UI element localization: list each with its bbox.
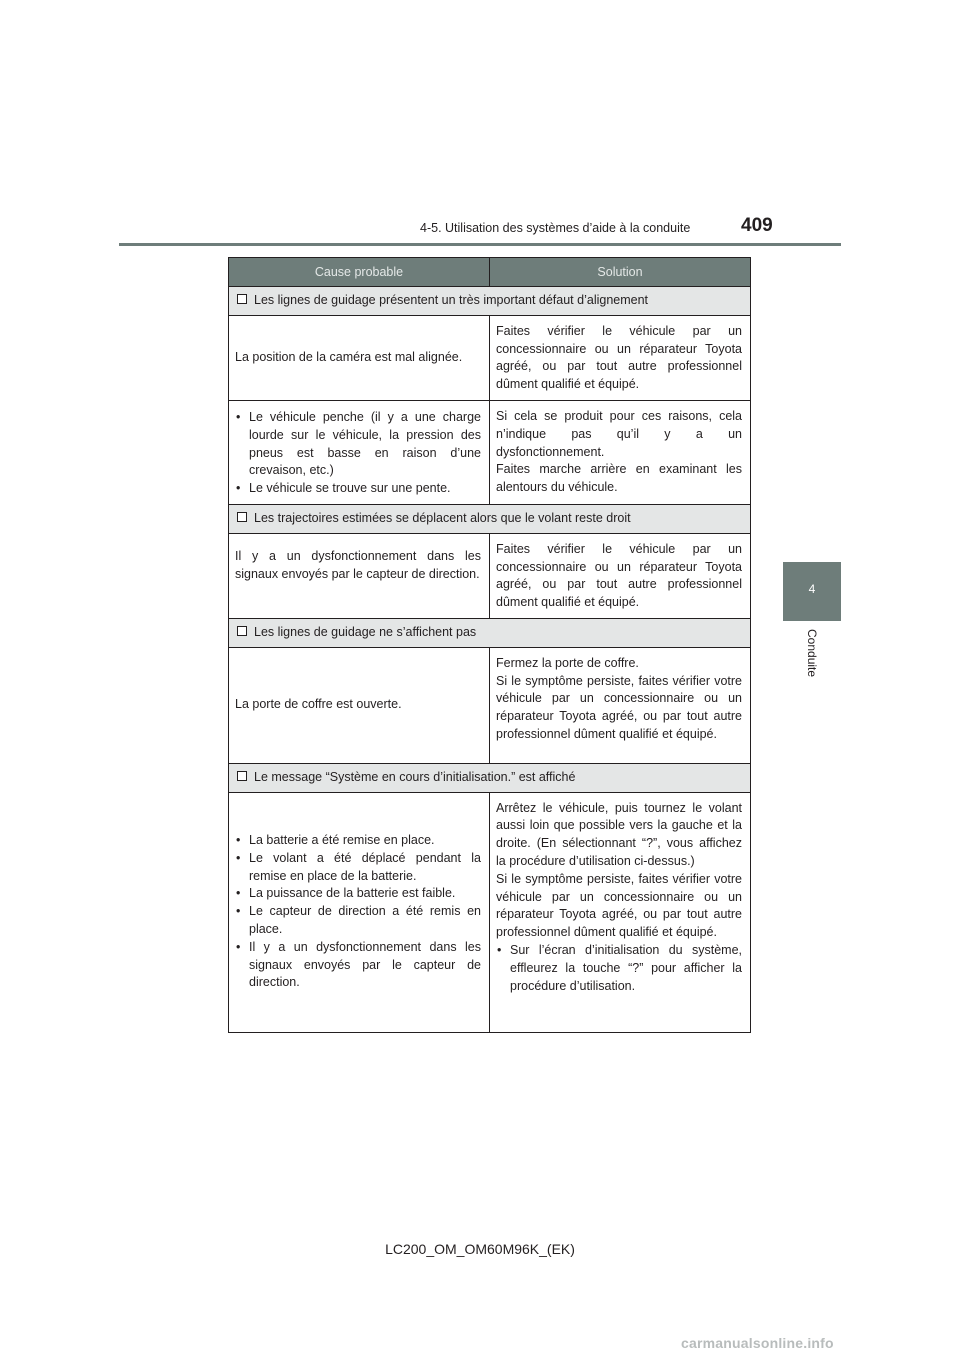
chapter-tab-number: 4 [808,582,816,596]
table-row [229,647,751,763]
solution-cell: Arrêtez le véhicule, puis tournez le volant aussi loin que possible vers la gauche et la droite. (En sélectionnant “?”, vous affichez la procédure d’utilisation ci-dessus.) Si le symptôme persiste, faites vérifier votre véhicule par un concessionnaire ou un réparateur Toyota agréé, ou par tout autre professionnel dûment qualifié et équipé. • Sur l’écran d’initialisation du système, effleurez la touche “?” pour afficher la procédure d’utilisation. [490,792,751,1032]
list-item: • Le capteur de direction a été remis en place. [235,903,481,939]
cause-cell: Il y a un dysfonctionnement dans les signaux envoyés par le capteur de direction. [229,533,490,618]
solution-cell: Si cela se produit pour ces raisons, cela n’indique pas qu’il y a un dysfonctionnement. Faites marche arrière en examinant les alentours du véhicule. [490,400,751,504]
group-heading-row [229,618,751,647]
group-heading: Le message “Système en cours d’initialisation.” est affiché [229,763,751,792]
checkbox-square-icon [237,771,247,781]
footer-document-code: LC200_OM_OM60M96K_(EK) [385,1241,575,1257]
table-row [229,533,751,618]
checkbox-square-icon [237,294,247,304]
list-item: • Le volant a été déplacé pendant la remise en place de la batterie. [235,850,481,886]
group-heading-row [229,287,751,316]
chapter-tab-label: Conduite [805,629,819,678]
header-solution: Solution [490,258,751,287]
solution-cell: Faites vérifier le véhicule par un concessionnaire ou un réparateur Toyota agréé, ou par tout autre professionnel dûment qualifié et équipé. [490,533,751,618]
header-rule [119,243,841,246]
table-row [229,792,751,1032]
group-heading: Les lignes de guidage présentent un très important défaut d’alignement [229,287,751,316]
watermark: carmanualsonline.info [681,1335,834,1351]
solution-cell: Faites vérifier le véhicule par un concessionnaire ou un réparateur Toyota agréé, ou par tout autre professionnel dûment qualifié et équipé. [490,315,751,400]
list-item: • Il y a un dysfonctionnement dans les signaux envoyés par le capteur de direction. [235,939,481,992]
troubleshooting-table [228,257,751,1033]
list-item: • Sur l’écran d’initialisation du système, effleurez la touche “?” pour afficher la procédure d’utilisation. [496,942,742,995]
list-item: • La batterie a été remise en place. [235,832,481,850]
checkbox-square-icon [237,626,247,636]
cause-cell [229,400,490,504]
checkbox-square-icon [237,512,247,522]
list-item: • Le véhicule penche (il y a une charge lourde sur le véhicule, la pression des pneus est basse en raison d’une crevaison, etc.) [235,409,481,480]
list-item: • Le véhicule se trouve sur une pente. [235,480,481,498]
cause-cell [229,792,490,1032]
group-heading-row [229,763,751,792]
page-number: 409 [741,215,773,236]
table-header-row [229,258,751,287]
table-row [229,315,751,400]
cause-cell: La porte de coffre est ouverte. [229,647,490,763]
running-header-section: 4-5. Utilisation des systèmes d’aide à la conduite [420,221,691,235]
header-cause: Cause probable [229,258,490,287]
table-row [229,400,751,504]
solution-cell: Fermez la porte de coffre. Si le symptôme persiste, faites vérifier votre véhicule par un concessionnaire ou un réparateur Toyota agréé, ou par tout autre professionnel dûment qualifié et équipé. [490,647,751,763]
cause-cell: La position de la caméra est mal alignée. [229,315,490,400]
list-item: • La puissance de la batterie est faible. [235,885,481,903]
group-heading: Les trajectoires estimées se déplacent alors que le volant reste droit [229,504,751,533]
chapter-tab [783,562,841,621]
group-heading: Les lignes de guidage ne s’affichent pas [229,618,751,647]
group-heading-row [229,504,751,533]
